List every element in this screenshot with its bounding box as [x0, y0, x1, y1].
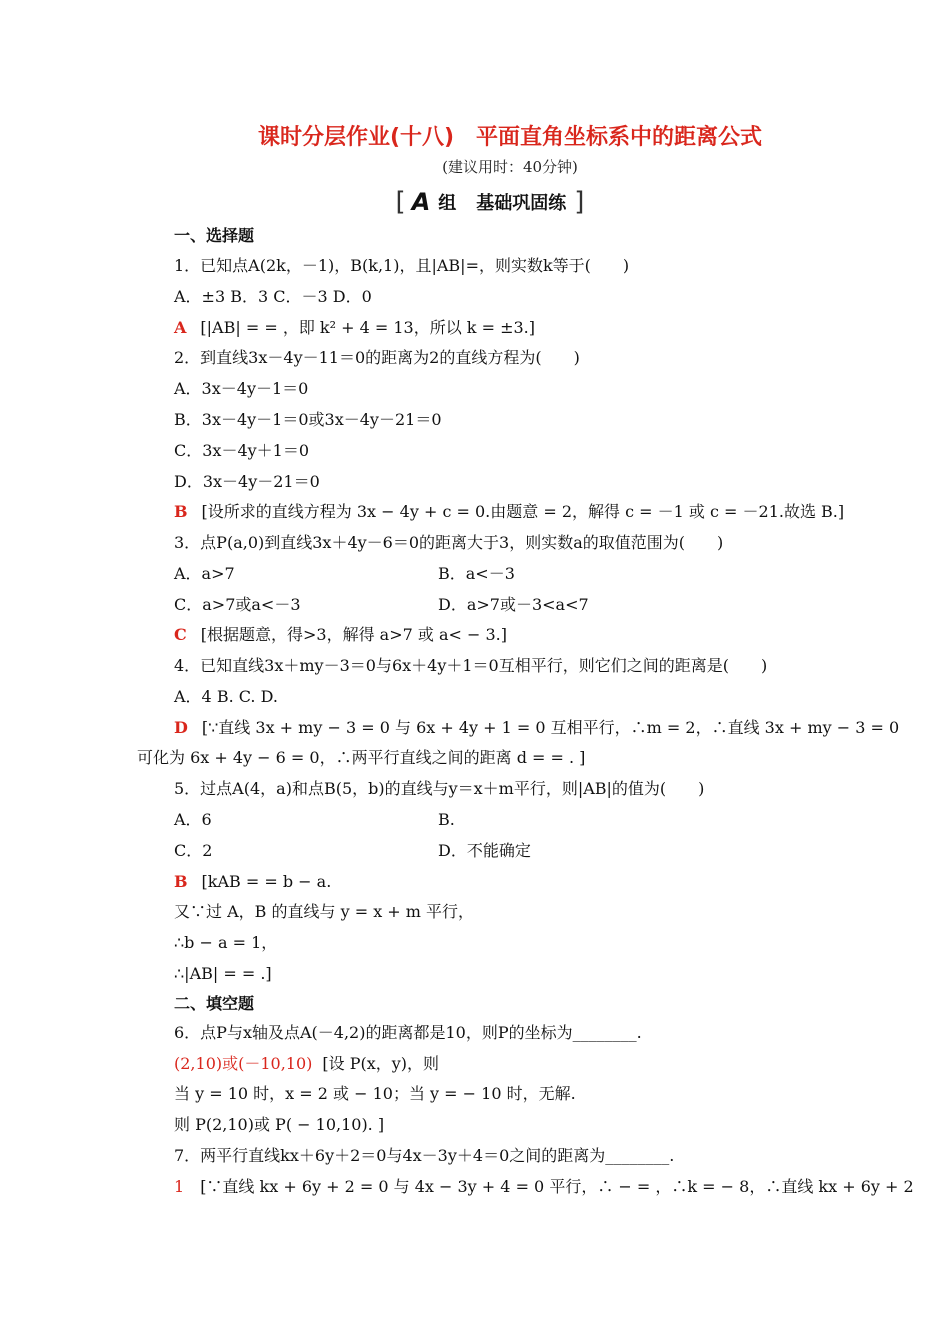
q7-answer: 1	[174, 1177, 185, 1196]
suggested-time: (建议用时：40分钟)	[442, 158, 578, 176]
q2-solution: [设所求的直线方程为 3x − 4y + c = 0.由题意 = 2，解得 c = －1 或 c = －21.故选 B.]	[201, 502, 845, 521]
page-title: 课时分层作业(十八) 平面直角坐标系中的距离公式	[257, 125, 763, 150]
group-text: 基础巩固练	[476, 193, 567, 214]
q2-option-d: D．3x－4y－21＝0	[174, 472, 320, 491]
group-name: 组	[438, 193, 457, 214]
q5-option-b: B.	[438, 810, 455, 829]
q3-stem: 3．点P(a,0)到直线3x＋4y－6＝0的距离大于3，则实数a的取值范围为( )	[174, 533, 724, 552]
q5-answer: B	[174, 872, 188, 891]
q6-solution-2: 当 y = 10 时，x = 2 或 − 10；当 y = − 10 时，无解.	[174, 1084, 576, 1103]
q4-solution-1: [∵直线 3x + my − 3 = 0 与 6x + 4y + 1 = 0 互相平行，∴m = 2，∴直线 3x + my − 3 = 0	[201, 718, 900, 737]
q7-stem: 7．两平行直线kx＋6y＋2＝0与4x－3y＋4＝0之间的距离为________.	[174, 1146, 675, 1165]
q3-solution: [根据题意，得>3，解得 a>7 或 a< − 3.]	[200, 625, 507, 644]
q7-solution-line	[174, 1177, 914, 1197]
q6-solution-line	[174, 1054, 439, 1074]
q2-option-a: A．3x－4y－1＝0	[174, 379, 309, 398]
q5-option-d: D．不能确定	[438, 841, 531, 860]
q5-solution-2: 又∵过 A，B 的直线与 y = x + m 平行，	[174, 902, 475, 921]
right-bracket: ]	[574, 187, 585, 217]
q5-solution-line	[174, 872, 331, 892]
q6-stem: 6．点P与x轴及点A(－4,2)的距离都是10，则P的坐标为________.	[174, 1023, 642, 1042]
q7-solution: [∵直线 kx + 6y + 2 = 0 与 4x − 3y + 4 = 0 平行，∴ − = ，∴k = − 8，∴直线 kx + 6y + 2	[200, 1177, 914, 1196]
q4-solution-2: 可化为 6x + 4y − 6 = 0，∴两平行直线之间的距离 d = = . ]	[137, 748, 586, 767]
q4-solution-line	[174, 718, 899, 738]
q3-option-c: C．a>7或a<－3	[174, 595, 301, 614]
q5-solution-1: [kAB = = b − a.	[201, 872, 332, 891]
q3-option-a: A．a>7	[174, 564, 235, 583]
q6-answer: (2,10)或(－10,10)	[174, 1054, 313, 1073]
q3-option-b: B．a<－3	[438, 564, 515, 583]
group-letter: A	[411, 188, 431, 216]
q6-solution-3: 则 P(2,10)或 P( − 10,10). ]	[174, 1115, 385, 1134]
q1-solution: [|AB| = = ，即 k² + 4 = 13，所以 k = ±3.]	[200, 318, 535, 337]
q4-stem: 4．已知直线3x＋my－3＝0与6x＋4y＋1＝0互相平行，则它们之间的距离是( )	[174, 656, 768, 675]
section-choice: 一、选择题	[174, 226, 255, 245]
q6-solution-1: [设 P(x，y)，则	[322, 1054, 440, 1073]
section-fill: 二、填空题	[174, 994, 255, 1013]
q3-option-d: D．a>7或－3<a<7	[438, 595, 589, 614]
q2-option-c: C．3x－4y＋1＝0	[174, 441, 310, 460]
q5-stem: 5．过点A(4，a)和点B(5，b)的直线与y＝x＋m平行，则|AB|的值为( )	[174, 779, 705, 798]
q2-option-b: B．3x－4y－1＝0或3x－4y－21＝0	[174, 410, 442, 429]
q1-solution-line	[174, 318, 535, 338]
q2-stem: 2．到直线3x－4y－11＝0的距离为2的直线方程为( )	[174, 348, 580, 367]
q5-option-c: C．2	[174, 841, 213, 860]
q2-solution-line	[174, 502, 844, 522]
left-bracket: [	[395, 187, 406, 217]
q1-stem: 1．已知点A(2k，－1)，B(k,1)，且|AB|=，则实数k等于( )	[174, 256, 630, 275]
group-banner	[390, 186, 590, 218]
q1-answer: A	[174, 318, 187, 337]
q5-solution-3: ∴b − a = 1，	[174, 933, 278, 952]
q5-solution-4: ∴|AB| = = .]	[174, 964, 272, 983]
q2-answer: B	[174, 502, 188, 521]
q3-answer: C	[174, 625, 187, 644]
q5-option-a: A．6	[174, 810, 212, 829]
q1-options: A．±3 B．3 C．－3 D．0	[174, 287, 372, 306]
q3-solution-line	[174, 625, 507, 645]
q4-options: A．4 B. C. D.	[174, 687, 278, 706]
q4-answer: D	[174, 718, 188, 737]
